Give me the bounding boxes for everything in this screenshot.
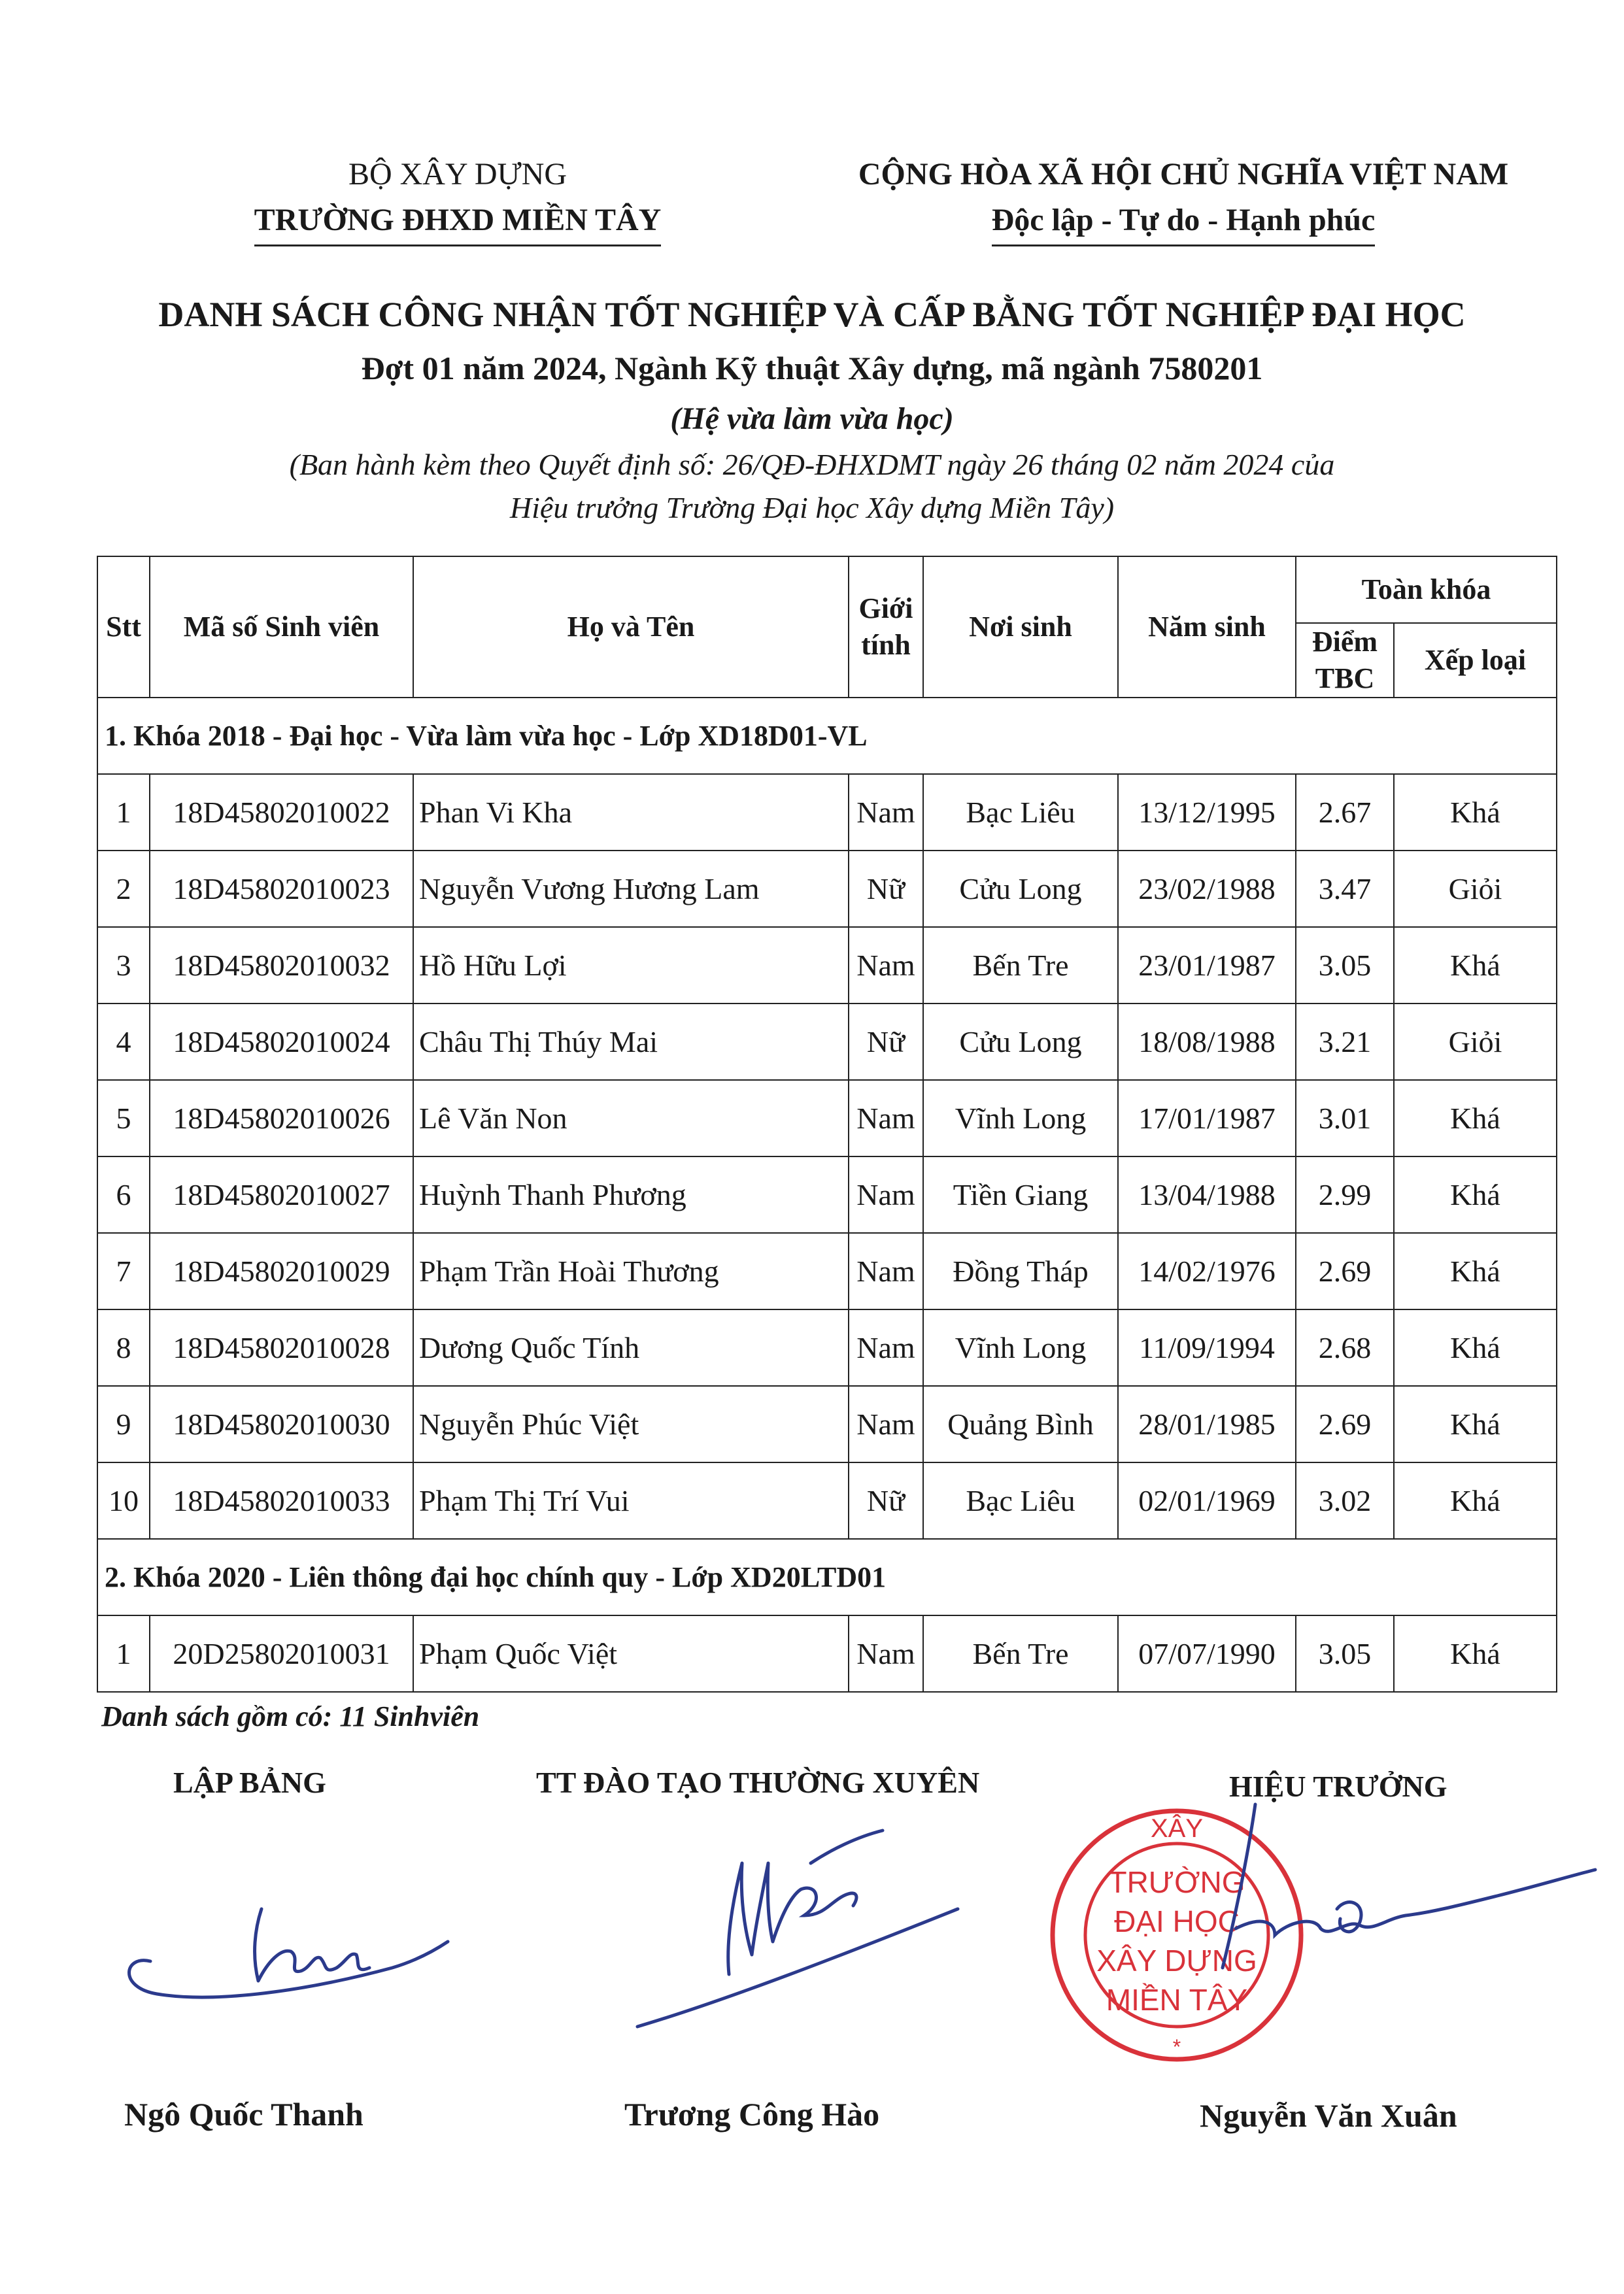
cell-birth-date: 07/07/1990 [1118, 1615, 1296, 1692]
header-gpa [1296, 623, 1394, 698]
cell-birthplace: Tiền Giang [923, 1156, 1118, 1233]
cell-gender: Nam [849, 1156, 923, 1233]
cell-full-name: Nguyễn Vương Hương Lam [413, 851, 849, 927]
issuer-block [196, 152, 719, 246]
cell-birthplace: Vĩnh Long [923, 1309, 1118, 1386]
cell-rank: Giỏi [1394, 851, 1557, 927]
training-center-title: TT ĐÀO TẠO THƯỜNG XUYÊN [536, 1766, 980, 1799]
cell-stt: 2 [97, 851, 150, 927]
seal-top-text: XÂY [1150, 1814, 1204, 1843]
cell-gpa: 3.05 [1296, 1615, 1394, 1692]
header-student-id: Mã số Sinh viên [150, 556, 413, 698]
cell-birthplace: Cửu Long [923, 1004, 1118, 1080]
cell-gpa: 2.69 [1296, 1386, 1394, 1462]
cell-rank: Khá [1394, 1309, 1557, 1386]
table-body [97, 698, 1557, 1692]
cell-stt: 4 [97, 1004, 150, 1080]
header-stt: Stt [97, 556, 150, 698]
cell-full-name: Nguyễn Phúc Việt [413, 1386, 849, 1462]
cell-rank: Khá [1394, 1615, 1557, 1692]
cell-gpa: 3.01 [1296, 1080, 1394, 1156]
cell-gender: Nữ [849, 851, 923, 927]
republic-name: CỘNG HÒA XÃ HỘI CHỦ NGHĨA VIỆT NAM [858, 157, 1509, 192]
study-mode: (Hệ vừa làm vừa học) [670, 401, 954, 436]
national-header [837, 152, 1530, 246]
table-row [97, 851, 1557, 927]
cell-rank: Khá [1394, 774, 1557, 851]
cell-gpa: 2.68 [1296, 1309, 1394, 1386]
rector-title: HIỆU TRƯỞNG [1229, 1770, 1447, 1803]
cell-stt: 6 [97, 1156, 150, 1233]
cell-student-id: 18D45802010032 [150, 927, 413, 1004]
cell-gpa: 3.05 [1296, 927, 1394, 1004]
cell-gender: Nam [849, 1309, 923, 1386]
cell-birthplace: Bạc Liêu [923, 1462, 1118, 1539]
table-row [97, 1156, 1557, 1233]
cell-rank: Khá [1394, 1233, 1557, 1309]
cell-birthplace: Quảng Bình [923, 1386, 1118, 1462]
cell-stt: 5 [97, 1080, 150, 1156]
table-row [97, 1309, 1557, 1386]
cell-student-id: 18D45802010030 [150, 1386, 413, 1462]
seal-line-1: TRƯỜNG [1108, 1865, 1245, 1899]
cell-stt: 10 [97, 1462, 150, 1539]
cell-stt: 1 [97, 1615, 150, 1692]
cell-full-name: Huỳnh Thanh Phương [413, 1156, 849, 1233]
header-gender-line-2: tính [861, 629, 911, 661]
section-row [97, 1539, 1557, 1615]
table-row [97, 1233, 1557, 1309]
cell-gender: Nam [849, 927, 923, 1004]
cell-full-name: Châu Thị Thúy Mai [413, 1004, 849, 1080]
national-motto: Độc lập - Tự do - Hạnh phúc [992, 197, 1376, 246]
section-row [97, 698, 1557, 774]
cell-birthplace: Đồng Tháp [923, 1233, 1118, 1309]
graduation-table [97, 556, 1557, 1693]
section-title: 2. Khóa 2020 - Liên thông đại học chính quy - Lớp XD20LTD01 [97, 1539, 1557, 1615]
document-title: DANH SÁCH CÔNG NHẬN TỐT NGHIỆP VÀ CẤP BẰNG TỐT NGHIỆP ĐẠI HỌC [158, 295, 1466, 334]
cell-gender: Nam [849, 774, 923, 851]
cell-rank: Khá [1394, 1462, 1557, 1539]
cell-student-id: 18D45802010027 [150, 1156, 413, 1233]
cell-stt: 8 [97, 1309, 150, 1386]
cell-gpa: 2.99 [1296, 1156, 1394, 1233]
cell-full-name: Hồ Hữu Lợi [413, 927, 849, 1004]
header-gender-line-1: Giới [858, 592, 913, 624]
header-birthplace: Nơi sinh [923, 556, 1118, 698]
cell-student-id: 18D45802010023 [150, 851, 413, 927]
cell-rank: Khá [1394, 927, 1557, 1004]
cell-full-name: Phạm Thị Trí Vui [413, 1462, 849, 1539]
rector-name: Nguyễn Văn Xuân [1200, 2097, 1457, 2134]
seal-line-2: ĐẠI HỌC [1114, 1904, 1240, 1938]
cell-stt: 9 [97, 1386, 150, 1462]
seal-line-3: XÂY DỰNG [1096, 1944, 1257, 1978]
cell-birth-date: 18/08/1988 [1118, 1004, 1296, 1080]
cell-gender: Nam [849, 1233, 923, 1309]
cell-stt: 1 [97, 774, 150, 851]
table-row [97, 1615, 1557, 1692]
signature-middle [628, 1824, 968, 2040]
document-title-block [0, 288, 1624, 530]
seal-line-4: MIỀN TÂY [1106, 1983, 1248, 2017]
header-gpa-line-2: TBC [1315, 662, 1375, 694]
cell-rank: Khá [1394, 1080, 1557, 1156]
cell-student-id: 18D45802010024 [150, 1004, 413, 1080]
table-row [97, 1004, 1557, 1080]
cell-gpa: 3.47 [1296, 851, 1394, 927]
cell-gpa: 3.02 [1296, 1462, 1394, 1539]
cell-student-id: 20D25802010031 [150, 1615, 413, 1692]
cell-gpa: 2.69 [1296, 1233, 1394, 1309]
header-rank: Xếp loại [1394, 623, 1557, 698]
document-subtitle: Đợt 01 năm 2024, Ngành Kỹ thuật Xây dựng, mã ngành 7580201 [361, 350, 1263, 386]
prepared-by-name: Ngô Quốc Thanh [124, 2096, 364, 2133]
cell-stt: 3 [97, 927, 150, 1004]
cell-stt: 7 [97, 1233, 150, 1309]
cell-birthplace: Vĩnh Long [923, 1080, 1118, 1156]
list-summary: Danh sách gồm có: 11 Sinhviên [101, 1700, 480, 1732]
cell-birth-date: 17/01/1987 [1118, 1080, 1296, 1156]
cell-rank: Khá [1394, 1386, 1557, 1462]
training-center-name: Trương Công Hào [624, 2096, 880, 2133]
header-full-name: Họ và Tên [413, 556, 849, 698]
cell-gender: Nữ [849, 1462, 923, 1539]
cell-birth-date: 14/02/1976 [1118, 1233, 1296, 1309]
cell-student-id: 18D45802010029 [150, 1233, 413, 1309]
cell-rank: Khá [1394, 1156, 1557, 1233]
cell-full-name: Dương Quốc Tính [413, 1309, 849, 1386]
cell-student-id: 18D45802010028 [150, 1309, 413, 1386]
cell-gender: Nam [849, 1386, 923, 1462]
ministry-name: BỘ XÂY DỰNG [348, 157, 567, 192]
header-gpa-line-1: Điểm [1311, 626, 1378, 658]
cell-full-name: Lê Văn Non [413, 1080, 849, 1156]
prepared-by-title: LẬP BẢNG [173, 1766, 326, 1799]
cell-birth-date: 23/01/1987 [1118, 927, 1296, 1004]
header-gender [849, 556, 923, 698]
cell-gender: Nam [849, 1080, 923, 1156]
cell-birth-date: 13/12/1995 [1118, 774, 1296, 851]
cell-gpa: 2.67 [1296, 774, 1394, 851]
cell-birthplace: Bến Tre [923, 927, 1118, 1004]
cell-birth-date: 23/02/1988 [1118, 851, 1296, 927]
cell-gender: Nữ [849, 1004, 923, 1080]
decree-line-1: (Ban hành kèm theo Quyết định số: 26/QĐ-ĐHXDMT ngày 26 tháng 02 năm 2024 của [289, 448, 1335, 481]
school-seal [1040, 1798, 1602, 2072]
header-overall: Toàn khóa [1296, 556, 1557, 623]
cell-gpa: 3.21 [1296, 1004, 1394, 1080]
school-name: TRƯỜNG ĐHXD MIỀN TÂY [254, 197, 662, 246]
cell-full-name: Phan Vi Kha [413, 774, 849, 851]
cell-birthplace: Bến Tre [923, 1615, 1118, 1692]
table-row [97, 1386, 1557, 1462]
table-row [97, 1462, 1557, 1539]
cell-birthplace: Cửu Long [923, 851, 1118, 927]
cell-birth-date: 11/09/1994 [1118, 1309, 1296, 1386]
signature-left [111, 1883, 451, 2020]
cell-student-id: 18D45802010026 [150, 1080, 413, 1156]
cell-rank: Giỏi [1394, 1004, 1557, 1080]
cell-full-name: Phạm Quốc Việt [413, 1615, 849, 1692]
cell-student-id: 18D45802010022 [150, 774, 413, 851]
cell-birthplace: Bạc Liêu [923, 774, 1118, 851]
cell-birth-date: 13/04/1988 [1118, 1156, 1296, 1233]
section-title: 1. Khóa 2018 - Đại học - Vừa làm vừa học - Lớp XD18D01-VL [97, 698, 1557, 774]
table-row [97, 774, 1557, 851]
cell-birth-date: 28/01/1985 [1118, 1386, 1296, 1462]
cell-gender: Nam [849, 1615, 923, 1692]
table-row [97, 1080, 1557, 1156]
svg-text:*: * [1172, 2035, 1181, 2059]
cell-full-name: Phạm Trần Hoài Thương [413, 1233, 849, 1309]
cell-student-id: 18D45802010033 [150, 1462, 413, 1539]
header-birth-date: Năm sinh [1118, 556, 1296, 698]
table-row [97, 927, 1557, 1004]
cell-birth-date: 02/01/1969 [1118, 1462, 1296, 1539]
decree-line-2: Hiệu trưởng Trường Đại học Xây dựng Miền Tây) [509, 491, 1115, 524]
